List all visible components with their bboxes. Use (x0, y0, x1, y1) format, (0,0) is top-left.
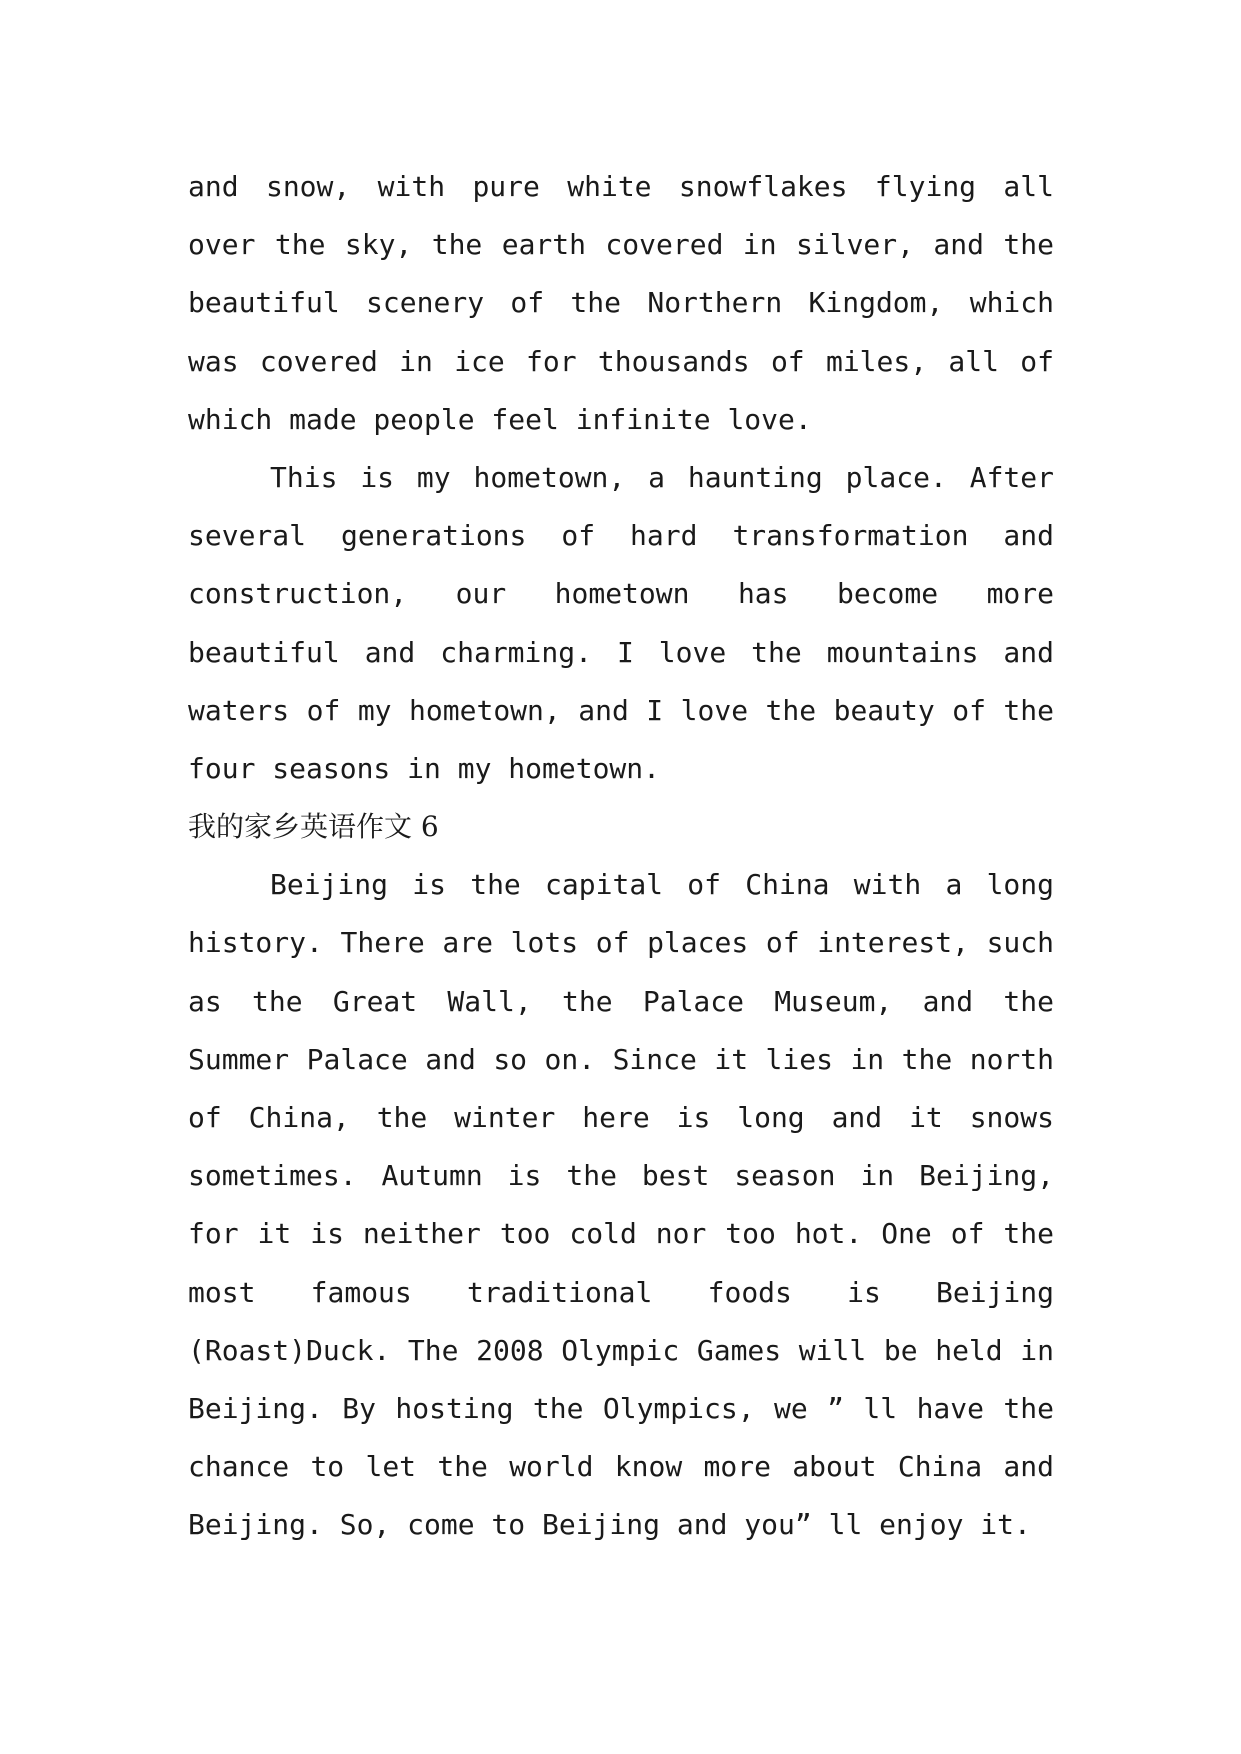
text-line: was covered in ice for thousands of miles, all of (188, 344, 1054, 378)
text-line: waters of my hometown, and I love the beauty of the (188, 693, 1054, 727)
text-line: (Roast)Duck. The 2008 Olympic Games will be held in (188, 1333, 1054, 1367)
paragraph-beijing (188, 856, 1054, 1554)
text-line: Summer Palace and so on. Since it lies in the north (188, 1042, 1054, 1076)
text-line: sometimes. Autumn is the best season in Beijing, (188, 1159, 1054, 1193)
text-line: for it is neither too cold nor too hot. One of the (188, 1217, 1054, 1251)
text-line: as the Great Wall, the Palace Museum, and the (188, 984, 1054, 1018)
text-line: This is my hometown, a haunting place. After (270, 460, 1054, 494)
text-line: several generations of hard transformation and (188, 519, 1054, 553)
text-line: chance to let the world know more about China and (188, 1450, 1054, 1484)
text-line: Beijing. By hosting the Olympics, we ” ll have the (188, 1391, 1054, 1425)
text-line: Beijing. So, come to Beijing and you” ll enjoy it. (188, 1508, 1031, 1542)
section-heading: 我的家乡英语作文 6 (188, 810, 439, 844)
text-line: Beijing is the capital of China with a long (270, 868, 1054, 902)
text-line: which made people feel infinite love. (188, 402, 812, 436)
text-line: four seasons in my hometown. (188, 751, 661, 785)
document-body (188, 158, 1054, 1555)
text-line: history. There are lots of places of interest, such (188, 926, 1054, 960)
text-line: beautiful scenery of the Northern Kingdom, which (188, 286, 1054, 320)
paragraph-hometown-love (188, 449, 1054, 798)
paragraph-hometown-winter (188, 158, 1054, 449)
text-line: of China, the winter here is long and it snows (188, 1101, 1054, 1134)
text-line: construction, our hometown has become more (188, 577, 1054, 611)
text-line: and snow, with pure white snowflakes flying all (188, 170, 1054, 203)
text-line: over the sky, the earth covered in silver, and the (188, 228, 1054, 262)
text-line: beautiful and charming. I love the mountains and (188, 635, 1054, 669)
text-line: most famous traditional foods is Beijing (188, 1275, 1054, 1309)
